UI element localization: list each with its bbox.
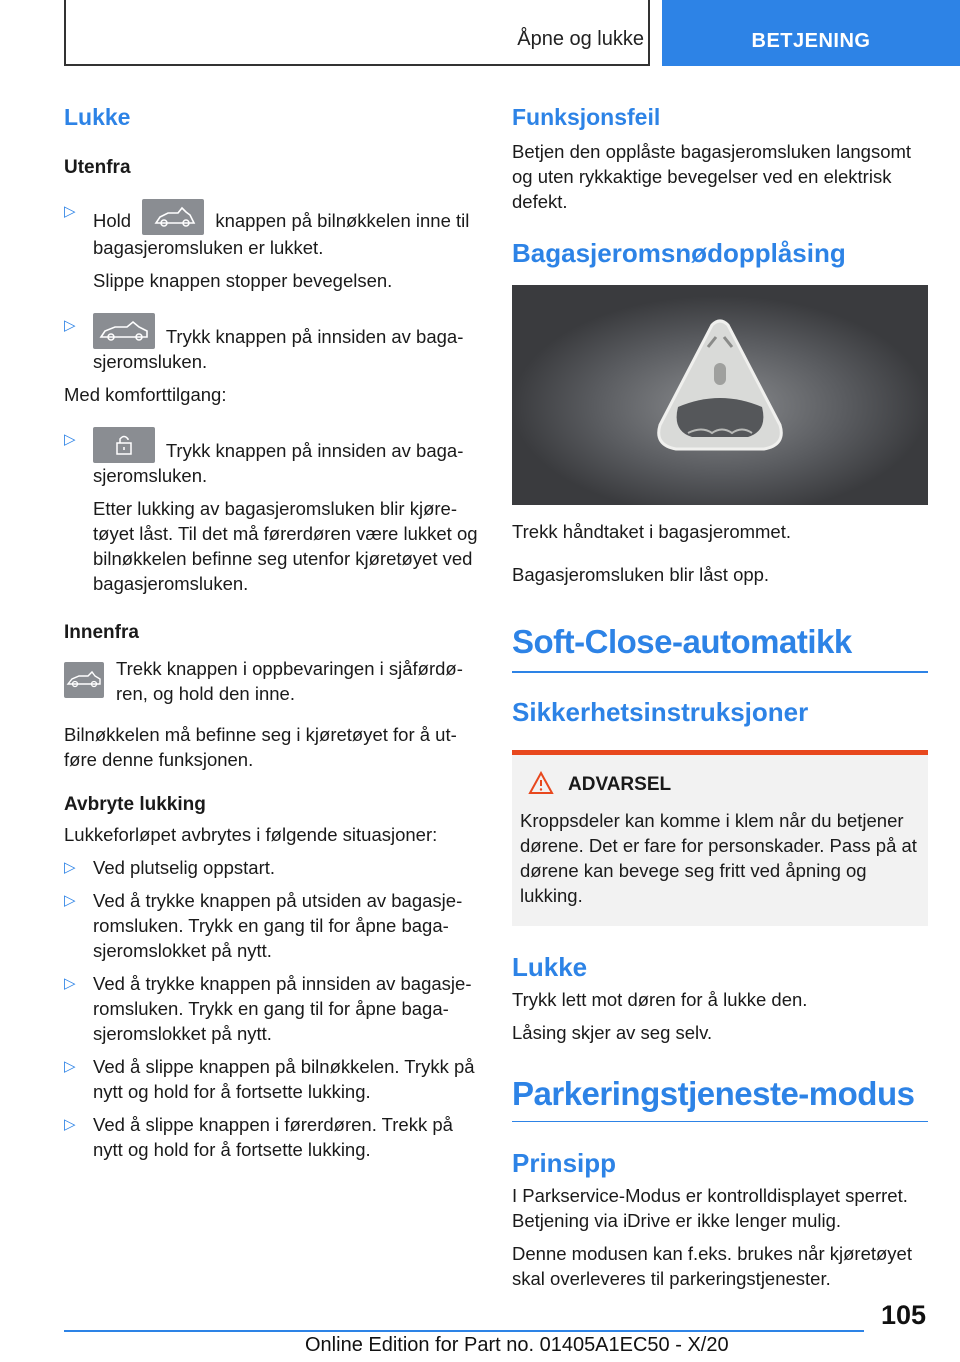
prinsipp-text-2: Denne modusen kan f.eks. brukes når kjøretøyet skal overleveres til parkeringstjenester. [512,1243,912,1289]
avbryte-intro: Lukkeforløpet avbrytes i følgende situasjoner: [64,824,438,845]
heading-softclose: Soft-Close-automatikk [512,623,852,660]
page-number: 105 [880,1300,926,1330]
funksjonsfeil-text: Betjen den opplåste bagasjeromsluken langsomt og uten rykkaktige bevegelser ved en elektrisk defekt. [512,141,912,212]
prinsipp-text-1: I Parkservice-Modus er kontrolldisplayet sperret. Betjening via iDrive er ikke lenger mulig. [512,1185,908,1231]
innenfra-text: Trekk knappen i oppbevaringen i sjåførdø-ren, og hold den inne. [116,658,463,704]
heading-nodopplasing: Bagasjeromsnødopplåsing [512,238,846,268]
trunk-button-icon [93,313,155,349]
warning-title: ADVARSEL [568,774,672,795]
heading-funksjonsfeil: Funksjonsfeil [512,104,661,130]
trunk-button-icon [64,662,104,698]
heading-innenfra: Innenfra [64,622,139,643]
list-item-hold-note: Slippe knappen stopper bevegelsen. [93,270,393,291]
warning-triangle-icon [528,771,554,800]
list-item-trykk-lock-text: Trykk knappen på innsiden av baga-sjeromsluken. [93,440,464,486]
bullet-triangle-icon: ▷ [64,892,76,909]
heading-prinsipp: Prinsipp [512,1148,617,1178]
list-item-hold [64,199,482,293]
heading-lukke-right: Lukke [512,951,588,982]
list-item-text: Ved å slippe knappen på bilnøkkelen. Trykk på nytt og hold for å fortsette lukking. [93,1056,475,1102]
bullet-triangle-icon: ▷ [64,1058,76,1075]
list-item [64,1054,482,1104]
heading-avbryte: Avbryte lukking [64,794,206,815]
heading-parkering: Parkeringstjeneste-modus [512,1074,915,1112]
section-rule [512,1121,928,1123]
section-rule [512,671,928,673]
list-item-trykk-lock-note: Etter lukking av bagasjeromsluken blir kjøre-tøyet låst. Til det må førerdøren være lukket og bilnøkkelen befinne seg utenfor kjøretøyet ved bagasjeromsluken. [93,498,478,594]
list-item [64,855,482,880]
list-item [64,888,482,963]
lukke-text-1: Trykk lett mot døren for å lukke den. [512,988,808,1010]
warning-text: Kroppsdeler kan komme i klem når du betjener dørene. Det er fare for personskader. Pass på at dørene kan bevege seg fritt ved åpning og lukking. [520,809,917,906]
header-separator [648,0,650,66]
blir-last-text: Bagasjeromsluken blir låst opp. [512,564,770,585]
list-item [64,1112,482,1162]
list-item [64,971,482,1046]
bilnokkel-text: Bilnøkkelen må befinne seg i kjøretøyet for å ut-føre denne funksjonen. [64,724,457,770]
trunk-button-icon [142,199,204,235]
list-item-trykk-innside-text: Trykk knappen på innsiden av baga-sjeromsluken. [93,326,464,372]
list-item-text: Ved plutselig oppstart. [93,857,276,878]
footer-edition: Online Edition for Part no. 01405A1EC50 - X/20 [305,1334,729,1356]
bullet-triangle-icon: ▷ [64,317,76,334]
komfort-label: Med komforttilgang: [64,384,227,405]
header-left-border [64,0,66,66]
lukke-text-2: Låsing skjer av seg selv. [512,1021,713,1043]
list-item-trykk-innside [64,313,482,374]
list-item-hold-text: knappen på bilnøkkelen inne til bagasjeromsluken er lukket. [93,210,470,258]
innenfra-block [64,656,482,706]
list-item-trykk-lock [64,427,482,596]
warning-box [512,750,928,926]
header-bottom-border [64,64,650,66]
right-column [512,100,928,1291]
bullet-triangle-icon: ▷ [64,859,76,876]
list-item-text: Ved å trykke knappen på innsiden av bagasje-romsluken. Trykk en gang til for åpne baga-sjeromslokket på nytt. [93,973,472,1044]
warning-header [520,771,920,800]
emergency-release-photo [512,285,928,505]
heading-lukke: Lukke [64,104,131,130]
list-item-hold-prefix: Hold [93,210,132,231]
trekk-text: Trekk håndtaket i bagasjerommet. [512,521,791,542]
trunk-lock-button-icon [93,427,155,463]
list-item-text: Ved å trykke knappen på utsiden av bagasje-romsluken. Trykk en gang til for åpne baga-sjeromslokket på nytt. [93,890,463,961]
footer-rule [64,1330,864,1332]
header-section-title: Åpne og lukke [517,28,644,50]
emergency-handle-icon [512,285,928,505]
bullet-triangle-icon: ▷ [64,1116,76,1133]
left-column [64,100,482,1162]
bullet-triangle-icon: ▷ [64,975,76,992]
header-chapter-tab: BETJENING [662,0,960,66]
list-item-text: Ved å slippe knappen i førerdøren. Trekk på nytt og hold for å fortsette lukking. [93,1114,453,1160]
bullet-triangle-icon: ▷ [64,431,76,448]
heading-utenfra: Utenfra [64,157,131,178]
bullet-triangle-icon: ▷ [64,203,76,220]
heading-sikkerhet: Sikkerhetsinstruksjoner [512,696,809,727]
